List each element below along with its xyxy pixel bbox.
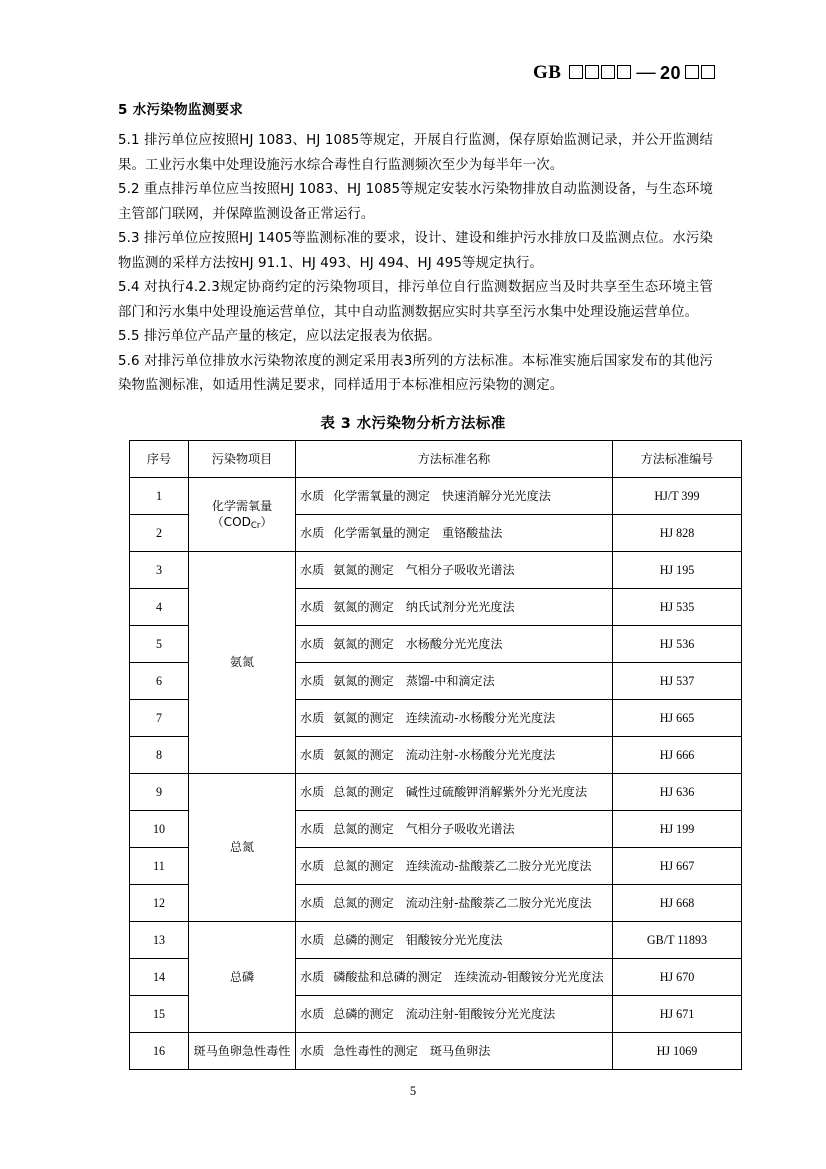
- cell-method-name: 水质 总磷的测定 流动注射-钼酸铵分光光度法: [296, 996, 613, 1033]
- cell-pollutant-item: 总氮: [189, 774, 296, 922]
- gb-label: GB: [533, 62, 562, 83]
- cell-serial-number: 15: [130, 996, 189, 1033]
- table-header-row: [130, 441, 742, 478]
- cell-method-name: 水质 总氮的测定 气相分子吸收光谱法: [296, 811, 613, 848]
- cell-serial-number: 2: [130, 515, 189, 552]
- section-heading: 5 水污染物监测要求: [118, 102, 244, 118]
- cell-method-code: HJ 536: [613, 626, 742, 663]
- table-row: [130, 552, 742, 589]
- cell-method-code: HJ 535: [613, 589, 742, 626]
- paragraph-5-5: 5.5 排污单位产品产量的核定，应以法定报表为依据。: [118, 329, 441, 344]
- paragraph-5-4: 5.4 对执行4.2.3规定协商约定的污染物项目，排污单位自行监测数据应当及时共享至生态环境主管部门和污水集中处理设施运营单位，其中自动监测数据应实时共享至污水集中处理设施运营单位。: [118, 280, 713, 320]
- placeholder-box-icon: [585, 65, 599, 79]
- cell-serial-number: 9: [130, 774, 189, 811]
- cell-method-code: HJ 666: [613, 737, 742, 774]
- paragraph-5-6: 5.6 对排污单位排放水污染物浓度的测定采用表3所列的方法标准。本标准实施后国家发布的其他污染物监测标准，如适用性满足要求，同样适用于本标准相应污染物的测定。: [118, 353, 713, 393]
- header-dash: —: [636, 62, 656, 83]
- cell-method-code: HJ 671: [613, 996, 742, 1033]
- cell-serial-number: 5: [130, 626, 189, 663]
- cell-method-name: 水质 氨氮的测定 蒸馏-中和滴定法: [296, 663, 613, 700]
- cell-method-code: HJ 668: [613, 885, 742, 922]
- cell-method-name: 水质 氨氮的测定 水杨酸分光光度法: [296, 626, 613, 663]
- placeholder-box-icon: [685, 65, 699, 79]
- cell-serial-number: 8: [130, 737, 189, 774]
- paragraph-5-3: 5.3 排污单位应按照HJ 1405等监测标准的要求，设计、建设和维护污水排放口及监测点位。水污染物监测的采样方法按HJ 91.1、HJ 493、HJ 494、HJ 495等规定执行。: [118, 231, 713, 271]
- cell-method-code: HJ 195: [613, 552, 742, 589]
- table-caption: 表 3 水污染物分析方法标准: [320, 416, 506, 432]
- cell-method-name: 水质 磷酸盐和总磷的测定 连续流动-钼酸铵分光光度法: [296, 959, 613, 996]
- cell-method-name: 水质 化学需氧量的测定 快速消解分光光度法: [296, 478, 613, 515]
- table-row: [130, 478, 742, 515]
- paragraph-5-1: 5.1 排污单位应按照HJ 1083、HJ 1085等规定，开展自行监测，保存原始监测记录，并公开监测结果。工业污水集中处理设施污水综合毒性自行监测频次至少为每半年一次。: [118, 133, 713, 173]
- table-body: [130, 478, 742, 1070]
- cell-method-name: 水质 总氮的测定 流动注射-盐酸萘乙二胺分光光度法: [296, 885, 613, 922]
- header-cell-item: 污染物项目: [189, 441, 296, 478]
- standard-number-header: [533, 62, 716, 84]
- table-row: [130, 774, 742, 811]
- cell-method-code: HJ 665: [613, 700, 742, 737]
- cell-pollutant-item: 斑马鱼卵急性毒性: [189, 1033, 296, 1070]
- cell-serial-number: 10: [130, 811, 189, 848]
- cell-serial-number: 14: [130, 959, 189, 996]
- placeholder-box-icon: [617, 65, 631, 79]
- cell-method-code: HJ 636: [613, 774, 742, 811]
- cell-method-code: HJ 537: [613, 663, 742, 700]
- cell-serial-number: 4: [130, 589, 189, 626]
- placeholder-box-icon: [601, 65, 615, 79]
- cell-method-code: HJ 667: [613, 848, 742, 885]
- header-cell-method-code: 方法标准编号: [613, 441, 742, 478]
- table-row: [130, 1033, 742, 1070]
- cell-method-code: HJ 670: [613, 959, 742, 996]
- section-body: [118, 98, 713, 399]
- header-cell-no: 序号: [130, 441, 189, 478]
- cell-method-code: HJ 828: [613, 515, 742, 552]
- analysis-method-table: [129, 440, 742, 1070]
- year-prefix: 20: [659, 62, 681, 83]
- standard-number-boxes-right: [684, 62, 716, 84]
- cell-method-code: HJ 199: [613, 811, 742, 848]
- cell-serial-number: 1: [130, 478, 189, 515]
- cell-serial-number: 13: [130, 922, 189, 959]
- cell-method-name: 水质 氨氮的测定 连续流动-水杨酸分光光度法: [296, 700, 613, 737]
- cell-pollutant-item: 氨氮: [189, 552, 296, 774]
- cell-serial-number: 3: [130, 552, 189, 589]
- cell-method-name: 水质 氨氮的测定 纳氏试剂分光光度法: [296, 589, 613, 626]
- cell-serial-number: 7: [130, 700, 189, 737]
- placeholder-box-icon: [701, 65, 715, 79]
- header-cell-method-name: 方法标准名称: [296, 441, 613, 478]
- cell-method-name: 水质 化学需氧量的测定 重铬酸盐法: [296, 515, 613, 552]
- cell-serial-number: 16: [130, 1033, 189, 1070]
- table-row: [130, 922, 742, 959]
- paragraph-5-2: 5.2 重点排污单位应当按照HJ 1083、HJ 1085等规定安装水污染物排放自动监测设备，与生态环境主管部门联网，并保障监测设备正常运行。: [118, 182, 713, 222]
- cell-method-name: 水质 急性毒性的测定 斑马鱼卵法: [296, 1033, 613, 1070]
- cell-method-name: 水质 氨氮的测定 气相分子吸收光谱法: [296, 552, 613, 589]
- page-number: 5: [409, 1084, 417, 1098]
- cell-method-name: 水质 总氮的测定 连续流动-盐酸萘乙二胺分光光度法: [296, 848, 613, 885]
- cell-pollutant-item: 总磷: [189, 922, 296, 1033]
- cell-serial-number: 6: [130, 663, 189, 700]
- cell-pollutant-item: 化学需氧量 $(COD_{Cr})$: [189, 478, 296, 552]
- cell-method-code: HJ/T 399: [613, 478, 742, 515]
- cell-method-code: GB/T 11893: [613, 922, 742, 959]
- cell-serial-number: 12: [130, 885, 189, 922]
- analysis-method-table-wrapper: [129, 440, 714, 1070]
- cell-method-name: 水质 总氮的测定 碱性过硫酸钾消解紫外分光光度法: [296, 774, 613, 811]
- cell-serial-number: 11: [130, 848, 189, 885]
- cell-method-name: 水质 总磷的测定 钼酸铵分光光度法: [296, 922, 613, 959]
- cell-method-code: HJ 1069: [613, 1033, 742, 1070]
- standard-number-boxes-left: [568, 62, 632, 84]
- cell-method-name: 水质 氨氮的测定 流动注射-水杨酸分光光度法: [296, 737, 613, 774]
- placeholder-box-icon: [569, 65, 583, 79]
